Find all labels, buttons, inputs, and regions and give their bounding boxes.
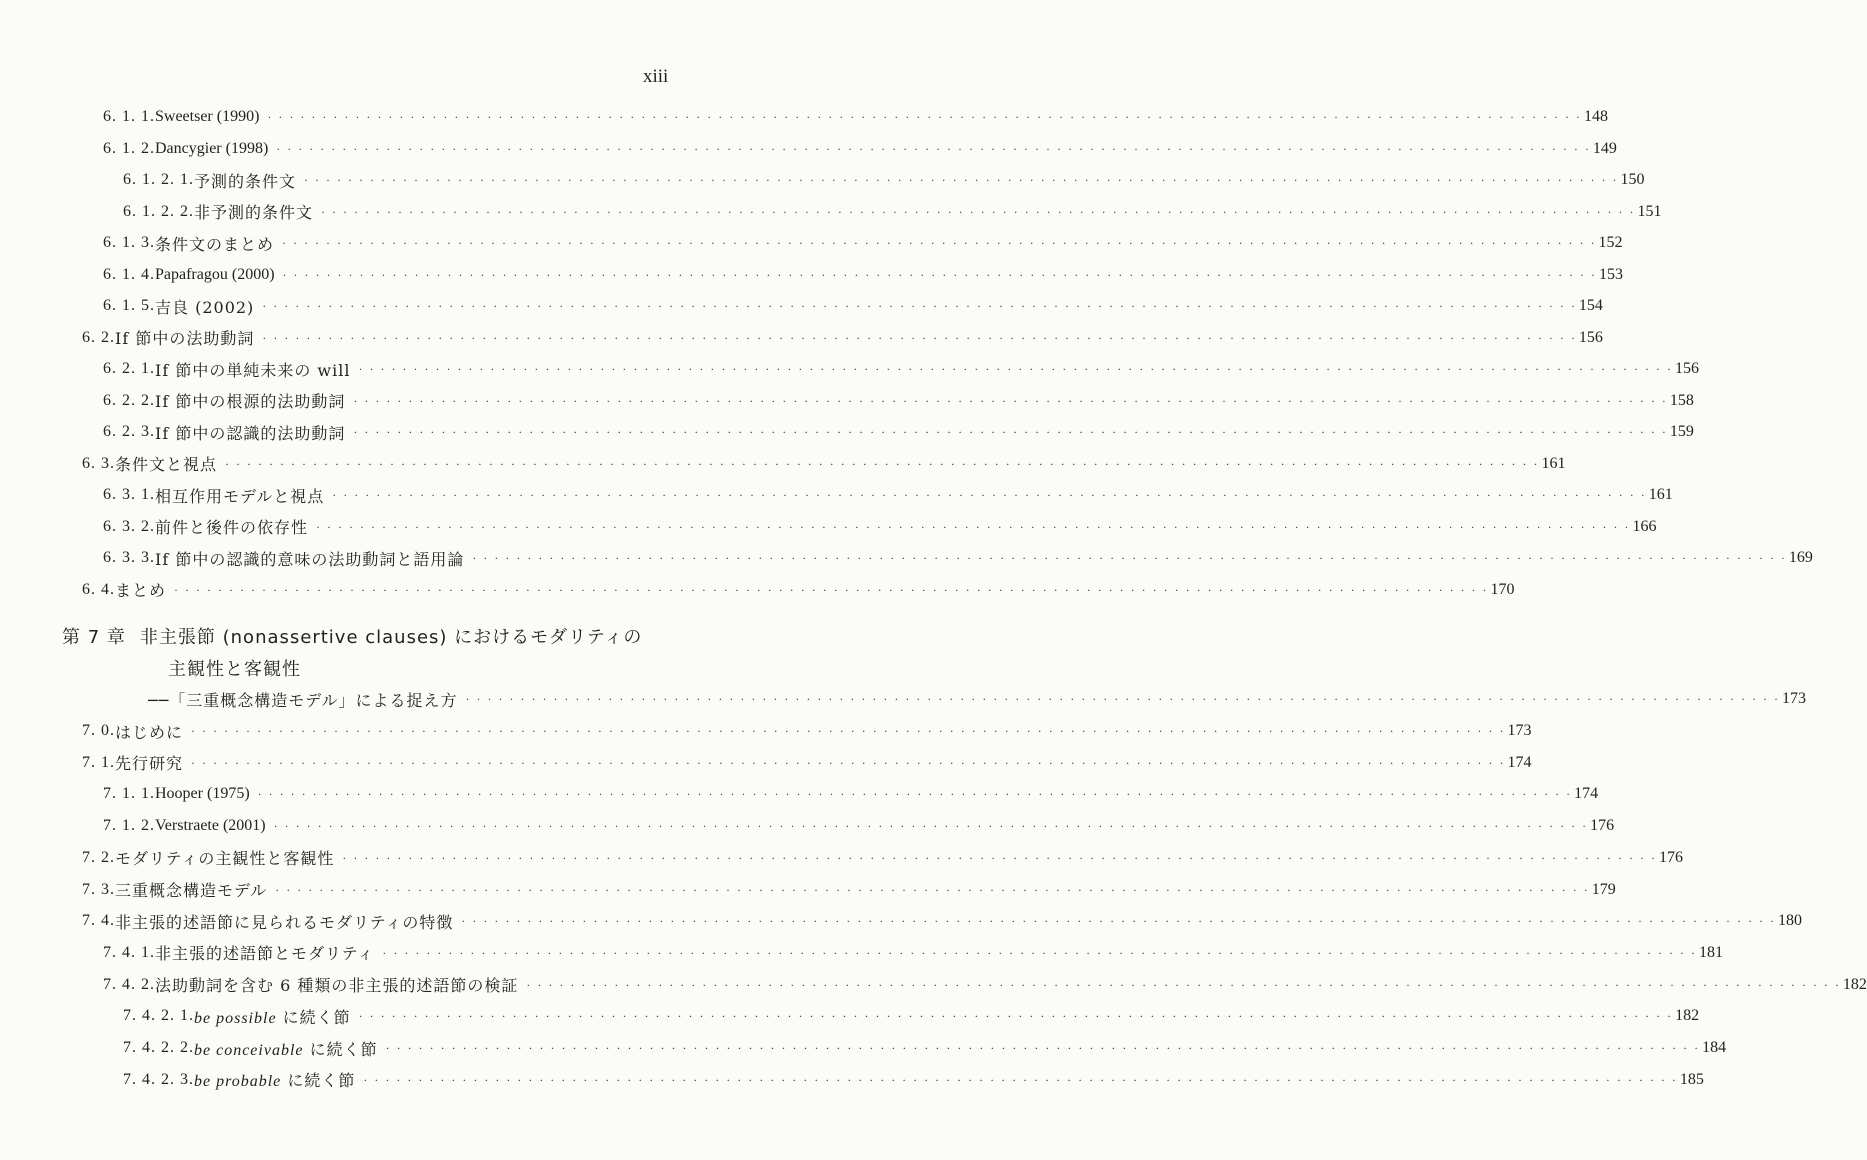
page-ref: 161	[1541, 454, 1566, 472]
section-number: 6. 1. 3.	[103, 234, 155, 251]
section-title: 先行研究	[115, 754, 184, 774]
section-number: 7. 4. 2. 1.	[123, 1007, 194, 1025]
page-ref: 148	[1583, 108, 1608, 125]
toc-entry[interactable]	[103, 418, 1694, 446]
toc-entry[interactable]	[123, 166, 1645, 194]
section-title: If 節中の認識的意味の法助動詞と語用論	[155, 549, 465, 569]
page-ref: 152	[1598, 234, 1623, 251]
section-title: If 節中の単純未来の will	[155, 360, 351, 380]
leader-dots: · · · · · · · · · · · · · · · · · · · · · · · · · · · · · · · · · · · · · · · · · · · · · · · · · · · · · · · · · · · · · · · · · · · · · · · · · · · · · · · · · · · · · · · · · · · · · · · · · · · · · · · · · · · · · · · · · · · · · · · ·	[262, 330, 1577, 345]
section-title: 非主張的述語節に見られるモダリティの特徴	[115, 912, 454, 932]
page-ref: 150	[1620, 171, 1645, 188]
section-number: 7. 4. 2. 3.	[123, 1070, 194, 1088]
section-number: 6. 2. 3.	[103, 423, 155, 440]
section-title: モダリティの主観性と客観性	[115, 849, 335, 869]
section-title-italic: be possible	[194, 1009, 277, 1027]
toc-entry[interactable]	[103, 355, 1699, 383]
section-number: 6. 3. 3.	[103, 549, 155, 566]
toc-entry[interactable]	[103, 544, 1813, 572]
section-title: 前件と後件の依存性	[155, 518, 309, 537]
section-title: 非予測的条件文	[194, 203, 314, 222]
toc-entry[interactable]	[82, 324, 1603, 352]
leader-dots: · · · · · · · · · · · · · · · · · · · · · · · · · · · · · · · · · · · · · · · · · · · · · · · · · · · · · · · · · · · · · · · · · · · · · · · · · · · · · · · · · · · · · · · · · · · · · · · · · · · · · · · · · · · · · · · · · · · · · · · ·	[363, 1072, 1678, 1087]
section-number: 7. 4. 2.	[103, 975, 155, 993]
section-title: If 節中の法助動詞	[115, 329, 255, 348]
section-title: Verstraete (2001)	[155, 817, 266, 835]
page-ref: 170	[1490, 580, 1515, 598]
section-number: 6. 3. 1.	[103, 486, 155, 503]
leader-dots: · · · · · · · · · · · · · · · · · · · · · · · · · · · · · · · · · · · · · · · · · · · · · · · · · · · · · · · · · · · · · · · · · · · · · · · · · · · · · · · · · · · · · · · · · · · · · · · · · · · · · · · · · · · · · · · · · · · · · · · ·	[472, 551, 1787, 565]
section-number: 7. 4. 2. 2.	[123, 1039, 194, 1056]
page-ref: 153	[1599, 265, 1624, 283]
section-title: 三重概念構造モデル	[115, 881, 268, 900]
toc-entry[interactable]	[103, 229, 1623, 257]
leader-dots: · · · · · · · · · · · · · · · · · · · · · · · · · · · · · · · · · · · · · · · · · · · · · · · · · · · · · · · · · · · · · · · · · · · · · · · · · · · · · · · · · · · · · · · · · · · · · · · · · · · · · · · · · · · · · · · · · · · · · · · ·	[282, 267, 1598, 282]
toc-entry[interactable]	[82, 876, 1616, 904]
section-number: 7. 1. 2.	[103, 817, 155, 835]
section-title	[194, 1068, 355, 1091]
page-ref: 181	[1698, 943, 1723, 961]
section-number: 6. 1. 4.	[103, 265, 155, 283]
section-title: Dancygier (1998)	[155, 139, 269, 157]
leader-dots: · · · · · · · · · · · · · · · · · · · · · · · · · · · · · · · · · · · · · · · · · · · · · · · · · · · · · · · · · · · · · · · · · · · · · · · · · · · · · · · · · · · · · · · · · · · · · · · · · · · · · · · · · · · · · · · · · · · · · · · ·	[358, 1009, 1674, 1024]
leader-dots: · · · · · · · · · · · · · · · · · · · · · · · · · · · · · · · · · · · · · · · · · · · · · · · · · · · · · · · · · · · · · · · · · · · · · · · · · · · · · · · · · · · · · · · · · · · · · · · · · · · · · · · · · · · · · · · · · · · · · · · ·	[267, 110, 1582, 124]
page-ref: 173	[1507, 722, 1532, 739]
chapter-subtitle-row[interactable]	[148, 685, 1806, 713]
leader-dots: · · · · · · · · · · · · · · · · · · · · · · · · · · · · · · · · · · · · · · · · · · · · · · · · · · · · · · · · · · · · · · · · · · · · · · · · · · · · · · · · · · · · · · · · · · · · · · · · · · · · · · · · · · · · · · · · · · · · · · · ·	[275, 882, 1590, 897]
section-title: 非主張的述語節とモダリティ	[155, 944, 375, 964]
section-title: はじめに	[115, 722, 184, 742]
page-ref: 158	[1669, 391, 1694, 409]
leader-dots: · · · · · · · · · · · · · · · · · · · · · · · · · · · · · · · · · · · · · · · · · · · · · · · · · · · · · · · · · · · · · · · · · · · · · · · · · · · · · · · · · · · · · · · · · · · · · · · · · · · · · · · · · · · · · · · · · · · · · · · ·	[332, 488, 1647, 502]
leader-dots: · · · · · · · · · · · · · · · · · · · · · · · · · · · · · · · · · · · · · · · · · · · · · · · · · · · · · · · · · · · · · · · · · · · · · · · · · · · · · · · · · · · · · · · · · · · · · · · · · · · · · · · · · · · · · · · · · · · · · · · ·	[465, 692, 1780, 706]
section-title-rest: に続く節	[276, 1007, 351, 1027]
page-ref: 179	[1591, 880, 1616, 898]
section-title: Hooper (1975)	[155, 785, 250, 803]
toc-entry[interactable]	[82, 907, 1802, 935]
toc-entry[interactable]	[103, 387, 1694, 415]
toc-entry[interactable]	[123, 198, 1662, 226]
page-ref: 156	[1675, 360, 1699, 377]
section-title-italic: be probable	[194, 1073, 282, 1091]
section-number: 6. 1. 2.	[103, 139, 155, 157]
chapter-number: 第 7 章	[62, 627, 126, 648]
section-title: If 節中の認識的法助動詞	[155, 423, 346, 443]
section-number: 6. 1. 2. 2.	[123, 202, 194, 220]
chapter-title-line1: 非主張節 (nonassertive clauses) におけるモダリティの	[139, 627, 643, 648]
chapter-title-line2: 主観性と客観性	[168, 659, 301, 680]
leader-dots: · · · · · · · · · · · · · · · · · · · · · · · · · · · · · · · · · · · · · · · · · · · · · · · · · · · · · · · · · · · · · · · · · · · · · · · · · · · · · · · · · · · · · · · · · · · · · · · · · · · · · · · · · · · · · · · · · · · · · · · ·	[262, 299, 1577, 313]
page-ref: 182	[1842, 975, 1867, 993]
section-title: Sweetser (1990)	[155, 108, 260, 125]
leader-dots: · · · · · · · · · · · · · · · · · · · · · · · · · · · · · · · · · · · · · · · · · · · · · · · · · · · · · · · · · · · · · · · · · · · · · · · · · · · · · · · · · · · · · · · · · · · · · · · · · · · · · · · · · · · · · · · · · · · · · · · ·	[225, 456, 1540, 471]
toc-entry[interactable]	[123, 1066, 1704, 1094]
section-number: 7. 1.	[82, 753, 115, 771]
leader-dots: · · · · · · · · · · · · · · · · · · · · · · · · · · · · · · · · · · · · · · · · · · · · · · · · · · · · · · · · · · · · · · · · · · · · · · · · · · · · · · · · · · · · · · · · · · · · · · · · · · · · · · · · · · · · · · · · · · · · · · · ·	[316, 519, 1631, 534]
leader-dots: · · · · · · · · · · · · · · · · · · · · · · · · · · · · · · · · · · · · · · · · · · · · · · · · · · · · · · · · · · · · · · · · · · · · · · · · · · · · · · · · · · · · · · · · · · · · · · · · · · · · · · · · · · · · · · · · · · · · · · · ·	[304, 173, 1619, 187]
leader-dots: · · · · · · · · · · · · · · · · · · · · · · · · · · · · · · · · · · · · · · · · · · · · · · · · · · · · · · · · · · · · · · · · · · · · · · · · · · · · · · · · · · · · · · · · · · · · · · · · · · · · · · · · · · · · · · · · · · · · · · · ·	[282, 236, 1597, 250]
page-ref: 154	[1578, 297, 1603, 314]
toc-entry[interactable]	[82, 576, 1515, 604]
section-title	[194, 1005, 351, 1028]
section-title: 吉良 (2002)	[155, 297, 255, 317]
leader-dots: · · · · · · · · · · · · · · · · · · · · · · · · · · · · · · · · · · · · · · · · · · · · · · · · · · · · · · · · · · · · · · · · · · · · · · · · · · · · · · · · · · · · · · · · · · · · · · · · · · · · · · · · · · · · · · · · · · · · · · · ·	[191, 755, 1506, 770]
section-title: 法助動詞を含む 6 種類の非主張的述語節の検証	[155, 976, 519, 996]
page-ref: 185	[1679, 1070, 1704, 1088]
section-title: 条件文と視点	[115, 455, 218, 474]
section-title: 予測的条件文	[194, 171, 297, 191]
section-number: 7. 1. 1.	[103, 785, 155, 803]
section-title: 相互作用モデルと視点	[155, 486, 325, 506]
toc-entry[interactable]	[103, 292, 1603, 320]
section-title-rest: に続く節	[303, 1039, 378, 1059]
section-number: 7. 4. 1.	[103, 943, 155, 961]
section-number: 6. 2. 2.	[103, 391, 155, 409]
toc-entry[interactable]	[82, 717, 1532, 745]
section-number: 7. 3.	[82, 880, 115, 898]
section-title	[194, 1037, 378, 1060]
page-ref: 174	[1574, 785, 1599, 803]
section-number: 7. 0.	[82, 722, 115, 739]
section-number: 6. 3.	[82, 454, 115, 472]
section-title: まとめ	[115, 581, 167, 600]
leader-dots: · · · · · · · · · · · · · · · · · · · · · · · · · · · · · · · · · · · · · · · · · · · · · · · · · · · · · · · · · · · · · · · · · · · · · · · · · · · · · · · · · · · · · · · · · · · · · · · · · · · · · · · · · · · · · · · · · · · · · · · ·	[526, 977, 1841, 992]
toc-entry[interactable]	[103, 103, 1608, 131]
leader-dots: · · · · · · · · · · · · · · · · · · · · · · · · · · · · · · · · · · · · · · · · · · · · · · · · · · · · · · · · · · · · · · · · · · · · · · · · · · · · · · · · · · · · · · · · · · · · · · · · · · · · · · · · · · · · · · · · · · · · · · · ·	[358, 362, 1673, 376]
section-title-italic: be conceivable	[194, 1041, 304, 1059]
toc-entry[interactable]	[103, 971, 1867, 999]
leader-dots: · · · · · · · · · · · · · · · · · · · · · · · · · · · · · · · · · · · · · · · · · · · · · · · · · · · · · · · · · · · · · · · · · · · · · · · · · · · · · · · · · · · · · · · · · · · · · · · · · · · · · · · · · · · · · · · · · · · · · · · ·	[257, 787, 1573, 802]
leader-dots: · · · · · · · · · · · · · · · · · · · · · · · · · · · · · · · · · · · · · · · · · · · · · · · · · · · · · · · · · · · · · · · · · · · · · · · · · · · · · · · · · · · · · · · · · · · · · · · · · · · · · · · · · · · · · · · · · · · · · · · ·	[342, 850, 1657, 865]
section-number: 6. 2.	[82, 328, 115, 346]
section-number: 6. 1. 1.	[103, 108, 155, 125]
page-ref: 176	[1658, 848, 1683, 866]
page-ref: 156	[1578, 328, 1603, 346]
toc-entry[interactable]	[103, 481, 1673, 509]
leader-dots: · · · · · · · · · · · · · · · · · · · · · · · · · · · · · · · · · · · · · · · · · · · · · · · · · · · · · · · · · · · · · · · · · · · · · · · · · · · · · · · · · · · · · · · · · · · · · · · · · · · · · · · · · · · · · · · · · · · · · · · ·	[385, 1041, 1701, 1055]
toc-entry[interactable]	[103, 812, 1615, 840]
page-ref: 159	[1669, 423, 1694, 440]
page-ref: 182	[1675, 1007, 1700, 1025]
leader-dots: · · · · · · · · · · · · · · · · · · · · · · · · · · · · · · · · · · · · · · · · · · · · · · · · · · · · · · · · · · · · · · · · · · · · · · · · · · · · · · · · · · · · · · · · · · · · · · · · · · · · · · · · · · · · · · · · · · · · · · · ·	[382, 945, 1697, 960]
page-ref: 151	[1637, 202, 1662, 220]
leader-dots: · · · · · · · · · · · · · · · · · · · · · · · · · · · · · · · · · · · · · · · · · · · · · · · · · · · · · · · · · · · · · · · · · · · · · · · · · · · · · · · · · · · · · · · · · · · · · · · · · · · · · · · · · · · · · · · · · · · · · · · ·	[321, 204, 1636, 219]
chapter-subtitle: ──「三重概念構造モデル」による捉え方	[148, 690, 458, 710]
leader-dots: · · · · · · · · · · · · · · · · · · · · · · · · · · · · · · · · · · · · · · · · · · · · · · · · · · · · · · · · · · · · · · · · · · · · · · · · · · · · · · · · · · · · · · · · · · · · · · · · · · · · · · · · · · · · · · · · · · · · · · · ·	[353, 425, 1668, 439]
section-number: 6. 1. 5.	[103, 297, 155, 314]
section-title: If 節中の根源的法助動詞	[155, 392, 346, 411]
toc-entry[interactable]	[123, 1034, 1727, 1062]
leader-dots: · · · · · · · · · · · · · · · · · · · · · · · · · · · · · · · · · · · · · · · · · · · · · · · · · · · · · · · · · · · · · · · · · · · · · · · · · · · · · · · · · · · · · · · · · · · · · · · · · · · · · · · · · · · · · · · · · · · · · · · ·	[353, 393, 1668, 408]
section-number: 6. 2. 1.	[103, 360, 155, 377]
leader-dots: · · · · · · · · · · · · · · · · · · · · · · · · · · · · · · · · · · · · · · · · · · · · · · · · · · · · · · · · · · · · · · · · · · · · · · · · · · · · · · · · · · · · · · · · · · · · · · · · · · · · · · · · · · · · · · · · · · · · · · · ·	[273, 819, 1589, 834]
page-ref: 173	[1782, 690, 1806, 707]
page-ref: 169	[1788, 549, 1813, 566]
section-title-rest: に続く節	[281, 1071, 356, 1091]
toc-entry[interactable]	[103, 513, 1657, 541]
chapter-heading	[62, 623, 642, 649]
toc-entry[interactable]	[123, 1002, 1700, 1030]
section-number: 6. 3. 2.	[103, 517, 155, 535]
toc-entry[interactable]	[82, 450, 1566, 478]
page-number: xiii	[643, 66, 669, 87]
leader-dots: · · · · · · · · · · · · · · · · · · · · · · · · · · · · · · · · · · · · · · · · · · · · · · · · · · · · · · · · · · · · · · · · · · · · · · · · · · · · · · · · · · · · · · · · · · · · · · · · · · · · · · · · · · · · · · · · · · · · · · · ·	[174, 582, 1489, 597]
leader-dots: · · · · · · · · · · · · · · · · · · · · · · · · · · · · · · · · · · · · · · · · · · · · · · · · · · · · · · · · · · · · · · · · · · · · · · · · · · · · · · · · · · · · · · · · · · · · · · · · · · · · · · · · · · · · · · · · · · · · · · · ·	[191, 724, 1506, 738]
toc-entry[interactable]	[82, 749, 1532, 777]
page-ref: 176	[1590, 817, 1615, 835]
section-number: 6. 4.	[82, 580, 115, 598]
section-number: 7. 2.	[82, 848, 115, 866]
page-ref: 180	[1777, 912, 1802, 930]
section-title: 条件文のまとめ	[155, 234, 275, 254]
page-ref: 184	[1702, 1039, 1727, 1056]
leader-dots: · · · · · · · · · · · · · · · · · · · · · · · · · · · · · · · · · · · · · · · · · · · · · · · · · · · · · · · · · · · · · · · · · · · · · · · · · · · · · · · · · · · · · · · · · · · · · · · · · · · · · · · · · · · · · · · · · · · · · · · ·	[461, 914, 1776, 929]
toc-entry[interactable]	[103, 261, 1624, 289]
page-ref: 149	[1592, 139, 1617, 157]
section-number: 7. 4.	[82, 912, 115, 930]
leader-dots: · · · · · · · · · · · · · · · · · · · · · · · · · · · · · · · · · · · · · · · · · · · · · · · · · · · · · · · · · · · · · · · · · · · · · · · · · · · · · · · · · · · · · · · · · · · · · · · · · · · · · · · · · · · · · · · · · · · · · · · ·	[276, 141, 1591, 156]
page-ref: 166	[1632, 517, 1657, 535]
section-title: Papafragou (2000)	[155, 265, 275, 283]
page-ref: 161	[1648, 486, 1673, 503]
toc-entry[interactable]	[103, 780, 1599, 808]
section-number: 6. 1. 2. 1.	[123, 171, 194, 188]
toc-entry[interactable]	[103, 135, 1617, 163]
toc-entry[interactable]	[82, 844, 1683, 872]
page-ref: 174	[1507, 753, 1532, 771]
toc-entry[interactable]	[103, 939, 1723, 967]
